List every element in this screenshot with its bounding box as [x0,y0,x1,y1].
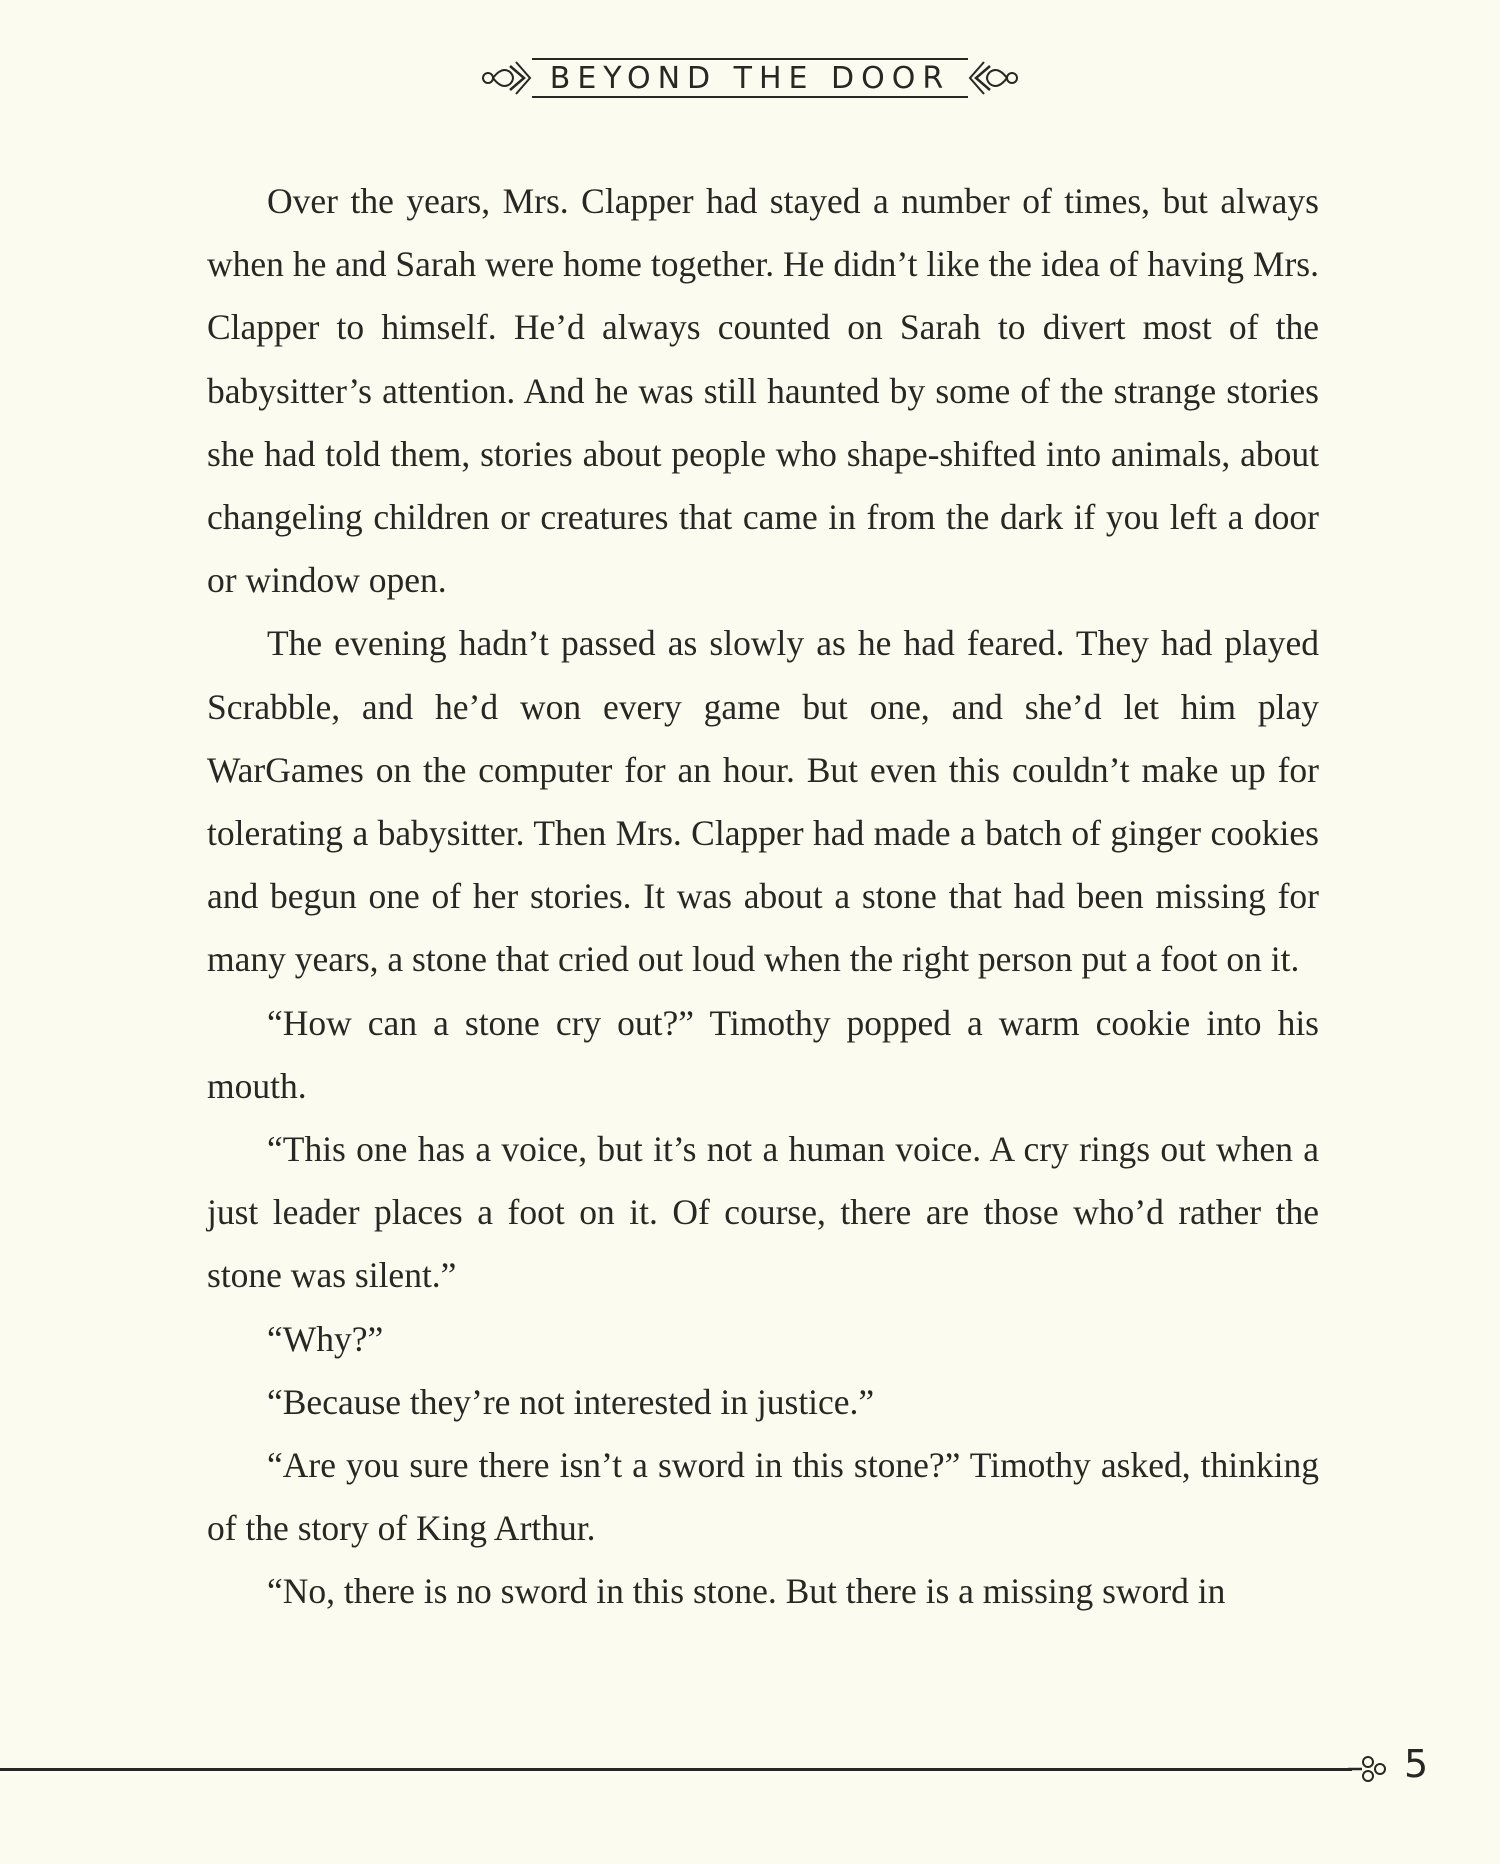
paragraph: Over the years, Mrs. Clapper had stayed a number of times, but always when he and Sarah were home together. He didn’t like the idea of having Mrs. Clapper to himself. He’d always counted on Sarah to divert most of the babysitter’s attention. And he was still haunted by some of the strange stories she had told them, stories about people who shape-shifted into animals, about changeling children or creatures that came in from the dark if you left a door or window open. [207,181,1319,601]
scroll-flourish-icon [968,58,1020,98]
running-head-title: BEYOND THE DOOR [532,58,968,98]
paragraph: “Why?” [267,1318,384,1359]
scroll-flourish-icon [480,58,532,98]
scroll-flourish-icon [1346,1748,1388,1790]
paragraph: The evening hadn’t passed as slowly as he had feared. They had played Scrabble, and he’d won every game but one, and she’d let him play WarGames on the computer for an hour. But even this couldn’t make up for tolerating a babysitter. Then Mrs. Clapper had made a batch of ginger cookies and begun one of her stories. It was about a stone that had been missing for many years, a stone that cried out loud when the right person put a foot on it. [207,623,1319,980]
paragraph: “Because they’re not interested in justice.” [267,1381,875,1422]
running-head-frame [480,58,1020,98]
paragraph: “This one has a voice, but it’s not a human voice. A cry rings out when a just leader places a foot on it. Of course, there are those who’d rather the stone was silent.” [207,1129,1319,1296]
paragraph: “No, there is no sword in this stone. But there is a missing sword in [267,1571,1226,1612]
paragraph: “How can a stone cry out?” Timothy popped a warm cookie into his mouth. [207,1002,1319,1106]
page-number: 5 [1404,1742,1429,1786]
body-text [207,170,1319,1624]
paragraph: “Are you sure there isn’t a sword in this stone?” Timothy asked, thinking of the story of King Arthur. [207,1445,1319,1549]
running-head [0,58,1500,98]
footer-rule [0,1768,1352,1771]
